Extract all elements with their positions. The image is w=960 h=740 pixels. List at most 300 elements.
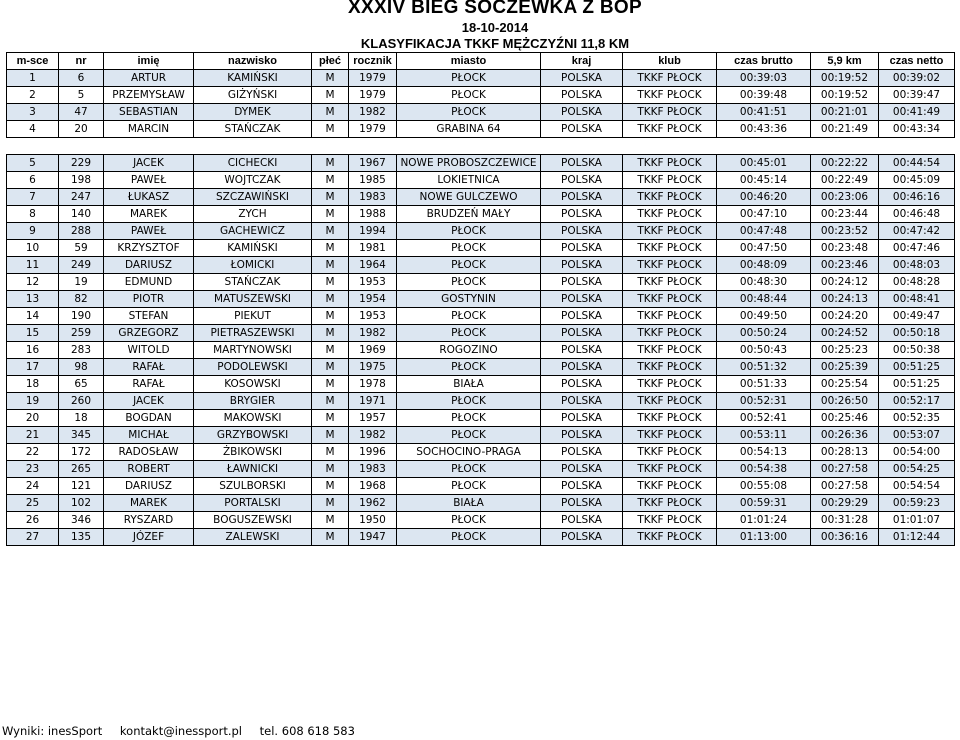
table-cell: 00:41:49 [879,104,955,121]
table-cell: M [312,274,349,291]
table-cell: 1988 [349,206,397,223]
table-cell: POLSKA [541,121,623,138]
header-cell: imię [104,53,194,70]
table-row [7,427,955,444]
table-cell: 00:23:06 [811,189,879,206]
table-cell: M [312,155,349,172]
section-gap-row [7,138,955,155]
table-cell: 00:21:01 [811,104,879,121]
table-cell: JÓZEF [104,529,194,546]
table-cell: TKKF PŁOCK [623,512,717,529]
table-cell: 8 [7,206,59,223]
table-cell: NOWE PROBOSZCZEWICE [397,155,541,172]
table-cell: 1979 [349,70,397,87]
table-cell: 00:55:08 [717,478,811,495]
table-row [7,410,955,427]
table-cell: 229 [59,155,104,172]
table-cell: PODOLEWSKI [194,359,312,376]
table-cell: 00:47:10 [717,206,811,223]
table-cell: 1 [7,70,59,87]
table-row [7,308,955,325]
table-cell: ROBERT [104,461,194,478]
table-cell: M [312,240,349,257]
table-cell: 00:26:36 [811,427,879,444]
table-cell: 01:01:24 [717,512,811,529]
table-cell: 00:52:31 [717,393,811,410]
table-cell: 00:54:13 [717,444,811,461]
table-cell: 00:28:13 [811,444,879,461]
table-row [7,291,955,308]
header-cell: rocznik [349,53,397,70]
table-cell: 00:27:58 [811,461,879,478]
table-cell: 00:48:41 [879,291,955,308]
table-cell: 00:48:30 [717,274,811,291]
event-date: 18-10-2014 [461,20,529,35]
table-cell: BIAŁA [397,376,541,393]
table-cell: 00:52:17 [879,393,955,410]
table-cell: 00:54:25 [879,461,955,478]
table-row [7,70,955,87]
table-cell: 3 [7,104,59,121]
table-cell: TKKF PŁOCK [623,240,717,257]
table-cell: 00:59:31 [717,495,811,512]
table-cell: KOSOWSKI [194,376,312,393]
table-cell: 00:44:54 [879,155,955,172]
header-cell: czas netto [879,53,955,70]
table-cell: GRZEGORZ [104,325,194,342]
table-cell: 65 [59,376,104,393]
table-cell: BRYGIER [194,393,312,410]
table-cell: DARIUSZ [104,257,194,274]
table-cell: MARTYNOWSKI [194,342,312,359]
table-cell: 00:25:39 [811,359,879,376]
table-cell: 00:50:18 [879,325,955,342]
table-cell: 00:23:48 [811,240,879,257]
table-cell: PRZEMYSŁAW [104,87,194,104]
table-cell: MAREK [104,495,194,512]
table-cell: 1982 [349,325,397,342]
table-cell: 00:24:13 [811,291,879,308]
table-cell: POLSKA [541,444,623,461]
table-cell: TKKF PŁOCK [623,444,717,461]
table-cell: M [312,393,349,410]
table-cell: 00:43:34 [879,121,955,138]
table-cell: TKKF PŁOCK [623,257,717,274]
table-cell: TKKF PŁOCK [623,274,717,291]
table-cell: EDMUND [104,274,194,291]
table-row [7,376,955,393]
table-cell: TKKF PŁOCK [623,325,717,342]
table-cell: 00:50:38 [879,342,955,359]
table-cell: PŁOCK [397,325,541,342]
table-cell: TKKF PŁOCK [623,172,717,189]
table-cell: TKKF PŁOCK [623,342,717,359]
table-cell: 1978 [349,376,397,393]
table-cell: ŁAWNICKI [194,461,312,478]
table-cell: 23 [7,461,59,478]
header-cell: kraj [541,53,623,70]
footer-contact: kontakt@inessport.pl [119,724,242,738]
table-cell: TKKF PŁOCK [623,206,717,223]
table-cell: PŁOCK [397,359,541,376]
table-cell: PIOTR [104,291,194,308]
table-cell: 00:48:03 [879,257,955,274]
table-cell: PŁOCK [397,240,541,257]
table-cell: POLSKA [541,172,623,189]
table-cell: BRUDZEŃ MAŁY [397,206,541,223]
table-cell: 102 [59,495,104,512]
table-cell: 00:23:44 [811,206,879,223]
table-cell: 140 [59,206,104,223]
table-cell: PAWEŁ [104,172,194,189]
table-cell: 10 [7,240,59,257]
table-cell: TKKF PŁOCK [623,359,717,376]
table-cell: 1957 [349,410,397,427]
table-cell: M [312,359,349,376]
table-cell: 1982 [349,104,397,121]
table-cell: GIŻYŃSKI [194,87,312,104]
table-cell: SEBASTIAN [104,104,194,121]
table-cell: PIEKUT [194,308,312,325]
header-cell: m-sce [7,53,59,70]
table-cell: PIETRASZEWSKI [194,325,312,342]
table-cell: POLSKA [541,359,623,376]
table-cell: POLSKA [541,87,623,104]
table-cell: 00:50:24 [717,325,811,342]
footer-phone: tel. 608 618 583 [259,724,355,738]
table-cell: RADOSŁAW [104,444,194,461]
table-cell: 18 [59,410,104,427]
table-cell: TKKF PŁOCK [623,461,717,478]
table-cell: M [312,223,349,240]
table-cell: M [312,376,349,393]
table-cell: 00:25:54 [811,376,879,393]
table-cell: TKKF PŁOCK [623,376,717,393]
table-cell: 2 [7,87,59,104]
table-row [7,359,955,376]
table-cell: BIAŁA [397,495,541,512]
table-row [7,325,955,342]
table-cell: DARIUSZ [104,478,194,495]
table-cell: ŁUKASZ [104,189,194,206]
table-cell: ŻBIKOWSKI [194,444,312,461]
table-cell: STEFAN [104,308,194,325]
table-cell: 00:46:48 [879,206,955,223]
table-cell: GOSTYNIN [397,291,541,308]
table-row [7,495,955,512]
table-cell: MAKOWSKI [194,410,312,427]
table-cell: 7 [7,189,59,206]
table-row [7,529,955,546]
table-cell: 21 [7,427,59,444]
table-cell: 00:51:25 [879,359,955,376]
table-cell: M [312,461,349,478]
table-cell: 01:12:44 [879,529,955,546]
table-cell: 1994 [349,223,397,240]
table-cell: POLSKA [541,155,623,172]
table-cell: 00:45:01 [717,155,811,172]
table-cell: 00:24:52 [811,325,879,342]
table-cell: TKKF PŁOCK [623,189,717,206]
footer [2,724,369,738]
table-cell: 345 [59,427,104,444]
table-cell: TKKF PŁOCK [623,87,717,104]
table-cell: 00:47:46 [879,240,955,257]
table-cell: M [312,257,349,274]
table-cell: 1962 [349,495,397,512]
table-cell: POLSKA [541,223,623,240]
table-cell: WOJTCZAK [194,172,312,189]
table-cell: PŁOCK [397,461,541,478]
table-cell: TKKF PŁOCK [623,393,717,410]
table-cell: KAMIŃSKI [194,70,312,87]
table-cell: POLSKA [541,342,623,359]
table-cell: MATUSZEWSKI [194,291,312,308]
table-cell: 135 [59,529,104,546]
table-row [7,461,955,478]
table-cell: GACHEWICZ [194,223,312,240]
header-cell: miasto [397,53,541,70]
table-cell: 00:47:48 [717,223,811,240]
table-cell: RAFAŁ [104,359,194,376]
table-cell: RAFAŁ [104,376,194,393]
table-row [7,512,955,529]
table-cell: POLSKA [541,291,623,308]
table-cell: SZCZAWIŃSKI [194,189,312,206]
table-cell: BOGUSZEWSKI [194,512,312,529]
table-cell: MICHAŁ [104,427,194,444]
table-cell: 47 [59,104,104,121]
table-cell: 1969 [349,342,397,359]
table-cell: 00:39:03 [717,70,811,87]
table-row [7,189,955,206]
table-cell: TKKF PŁOCK [623,478,717,495]
table-cell: 00:31:28 [811,512,879,529]
table-cell: TKKF PŁOCK [623,223,717,240]
table-row [7,257,955,274]
table-cell: TKKF PŁOCK [623,308,717,325]
table-cell: M [312,478,349,495]
table-cell: PŁOCK [397,104,541,121]
table-cell: 00:51:33 [717,376,811,393]
table-cell: 00:54:00 [879,444,955,461]
table-cell: POLSKA [541,240,623,257]
table-cell: 1985 [349,172,397,189]
table-cell: 26 [7,512,59,529]
table-cell: POLSKA [541,393,623,410]
table-cell: 9 [7,223,59,240]
table-cell: 1975 [349,359,397,376]
table-cell: 4 [7,121,59,138]
table-row [7,104,955,121]
table-row [7,121,955,138]
table-cell: 1979 [349,121,397,138]
table-cell: M [312,189,349,206]
table-cell: 59 [59,240,104,257]
table-cell: PAWEŁ [104,223,194,240]
table-cell: M [312,87,349,104]
table-cell: PŁOCK [397,274,541,291]
table-cell: 249 [59,257,104,274]
header-row [7,53,955,70]
table-cell: TKKF PŁOCK [623,70,717,87]
table-cell: POLSKA [541,189,623,206]
table-cell: PŁOCK [397,308,541,325]
table-cell: POLSKA [541,410,623,427]
table-cell: STAŃCZAK [194,274,312,291]
table-cell: 24 [7,478,59,495]
table-cell: 00:53:11 [717,427,811,444]
table-cell: ARTUR [104,70,194,87]
table-cell: 1983 [349,461,397,478]
table-cell: 00:21:49 [811,121,879,138]
table-cell: 00:51:32 [717,359,811,376]
table-cell: POLSKA [541,274,623,291]
table-cell: M [312,325,349,342]
table-cell: 00:48:44 [717,291,811,308]
table-cell: 1983 [349,189,397,206]
table-cell: POLSKA [541,376,623,393]
table-cell: 16 [7,342,59,359]
table-cell: 00:54:54 [879,478,955,495]
table-cell: 00:24:20 [811,308,879,325]
table-cell: M [312,512,349,529]
table-cell: 1982 [349,427,397,444]
table-cell: 00:25:46 [811,410,879,427]
table-cell: 00:23:46 [811,257,879,274]
table-cell: 00:54:38 [717,461,811,478]
header-cell: klub [623,53,717,70]
table-row [7,393,955,410]
table-cell: 288 [59,223,104,240]
table-cell: M [312,308,349,325]
table-row [7,206,955,223]
table-cell: 98 [59,359,104,376]
table-cell: RYSZARD [104,512,194,529]
table-cell: BOGDAN [104,410,194,427]
table-cell: JACEK [104,393,194,410]
table-cell: ROGOZINO [397,342,541,359]
table-cell: 00:47:50 [717,240,811,257]
table-cell: POLSKA [541,461,623,478]
table-cell: M [312,444,349,461]
table-cell: 25 [7,495,59,512]
table-cell: 19 [59,274,104,291]
table-cell: M [312,427,349,444]
table-cell: 259 [59,325,104,342]
header-cell: 5,9 km [811,53,879,70]
table-cell: PŁOCK [397,410,541,427]
table-cell: 27 [7,529,59,546]
table-cell: 00:29:29 [811,495,879,512]
table-cell: TKKF PŁOCK [623,291,717,308]
table-cell: 260 [59,393,104,410]
table-cell: 6 [59,70,104,87]
table-cell: 00:23:52 [811,223,879,240]
table-cell: 11 [7,257,59,274]
table-cell: 00:19:52 [811,70,879,87]
table-cell: M [312,495,349,512]
table-cell: M [312,291,349,308]
table-row [7,240,955,257]
table-cell: 19 [7,393,59,410]
table-cell: 5 [7,155,59,172]
table-cell: POLSKA [541,478,623,495]
table-cell: PŁOCK [397,478,541,495]
table-cell: 00:27:58 [811,478,879,495]
table-row [7,342,955,359]
table-cell: 00:48:09 [717,257,811,274]
table-cell: 01:13:00 [717,529,811,546]
table-cell: 00:45:14 [717,172,811,189]
table-row [7,155,955,172]
table-cell: SOCHOCINO-PRAGA [397,444,541,461]
table-row [7,223,955,240]
table-cell: DYMEK [194,104,312,121]
table-cell: 00:48:28 [879,274,955,291]
table-cell: POLSKA [541,427,623,444]
table-cell: 14 [7,308,59,325]
table-cell: 1996 [349,444,397,461]
table-cell: 00:53:07 [879,427,955,444]
table-row [7,172,955,189]
table-cell: 12 [7,274,59,291]
table-cell: POLSKA [541,308,623,325]
table-cell: 00:43:36 [717,121,811,138]
classification-subtitle: KLASYFIKACJA TKKF MĘŻCZYŹNI 11,8 KM [360,36,630,51]
table-cell: 1953 [349,274,397,291]
table-cell: POLSKA [541,495,623,512]
header-cell: nazwisko [194,53,312,70]
table-cell: NOWE GULCZEWO [397,189,541,206]
table-cell: 247 [59,189,104,206]
table-cell: TKKF PŁOCK [623,529,717,546]
table-cell: 190 [59,308,104,325]
table-cell: 00:22:49 [811,172,879,189]
table-cell: 20 [7,410,59,427]
table-cell: M [312,121,349,138]
table-cell: TKKF PŁOCK [623,427,717,444]
table-cell: M [312,104,349,121]
table-cell: JACEK [104,155,194,172]
table-cell: 00:52:41 [717,410,811,427]
table-cell: POLSKA [541,512,623,529]
table-cell: 00:49:47 [879,308,955,325]
table-cell: 00:26:50 [811,393,879,410]
table-cell: M [312,342,349,359]
table-cell: PŁOCK [397,393,541,410]
table-cell: 265 [59,461,104,478]
table-cell: 00:24:12 [811,274,879,291]
table-cell: 22 [7,444,59,461]
table-cell: POLSKA [541,529,623,546]
table-cell: 00:46:16 [879,189,955,206]
table-cell: 1981 [349,240,397,257]
table-row [7,87,955,104]
table-cell: M [312,206,349,223]
table-cell: KAMIŃSKI [194,240,312,257]
table-cell: PORTALSKI [194,495,312,512]
table-cell: 198 [59,172,104,189]
table-cell: 01:01:07 [879,512,955,529]
table-cell: M [312,410,349,427]
table-cell: 00:51:25 [879,376,955,393]
table-cell: 00:46:20 [717,189,811,206]
table-cell: MARCIN [104,121,194,138]
table-cell: 00:41:51 [717,104,811,121]
table-cell: 00:52:35 [879,410,955,427]
table-cell: PŁOCK [397,529,541,546]
